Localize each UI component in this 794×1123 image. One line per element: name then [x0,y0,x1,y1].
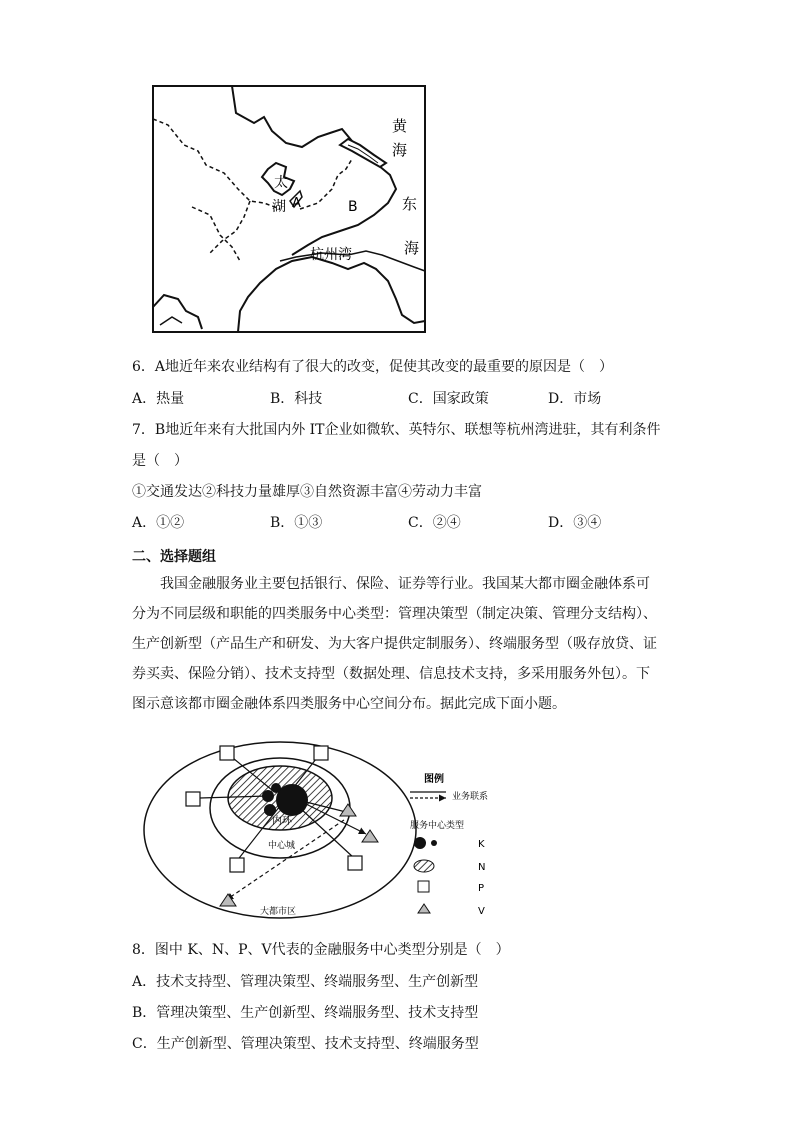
map-label-hai1: 海 [392,141,408,159]
yangtze-delta-map [152,85,426,333]
q7-option-d[interactable]: D．③④ [548,515,602,531]
legend-v: V [478,906,485,917]
legend-n: N [478,862,486,873]
passage [132,569,662,719]
legend-p-icon [418,881,429,892]
p-node [348,856,362,870]
p-node [220,746,234,760]
map-label-dong: 东 [402,195,418,213]
legend-k-small-icon [431,840,437,846]
p-node [186,792,200,806]
financial-center-diagram [140,738,520,922]
q7-option-c[interactable]: C．②④ [408,515,461,531]
section-heading: 二、选择题组 [132,549,216,565]
q6-option-a[interactable]: A．热量 [132,391,185,407]
legend-business-link: 业务联系 [452,792,489,802]
q6-option-d[interactable]: D．市场 [548,391,602,407]
q7-stem-line2: 是（ ） [132,453,188,469]
q7-option-b[interactable]: B．①③ [270,515,323,531]
q7-option-a[interactable]: A．①② [132,515,185,531]
map-label-huang: 黄 [392,117,408,135]
legend-title: 图例 [424,774,444,785]
q8-option-b[interactable]: B．管理决策型、生产创新型、终端服务型、技术支持型 [132,1005,479,1021]
q6-option-c[interactable]: C．国家政策 [408,391,489,407]
q6-option-b[interactable]: B．科技 [270,391,323,407]
legend-center-types: 服务中心类型 [410,821,465,831]
map-label-hangzhouwan: 杭州湾 [310,247,352,263]
k-node-small [271,783,281,793]
legend [410,772,488,917]
passage-text: 我国金融服务业主要包括银行、保险、证券等行业。我国某大都市圈金融体系可分为不同层级和职能的四类服务中心类型：管理决策型（制定决策、管理分支结构）、生产创新型（产品生产和研发、为大客户提供定制服务）、终端服务型（吸存放贷、证券买卖、保险分销）、技术支持型（数据处理、信息技术支持，多采用服务外包）。下图示意该都市圈金融体系四类服务中心空间分布。据此完成下面小题。 [132,576,657,712]
q7-stem-line1: 7．B地近年来有大批国内外 IT企业如微软、英特尔、联想等杭州湾进驻，其有利条件 [132,422,661,438]
legend-v-icon [418,904,430,913]
q6-stem: 6．A地近年来农业结构有了很大的改变，促使其改变的最重要的原因是（ ） [132,359,614,375]
inner-ring-label: 内环 [272,816,292,827]
metro-area-label: 大都市区 [260,907,297,917]
legend-p: P [478,883,485,894]
center-city-label: 中心城 [268,841,296,851]
map-label-tai: 太 [274,175,288,191]
legend-k: K [478,839,485,850]
p-node [230,858,244,872]
legend-k-large-icon [414,837,426,849]
k-node-small [262,790,274,802]
q8-option-c[interactable]: C．生产创新型、管理决策型、技术支持型、终端服务型 [132,1036,479,1052]
map-label-hai2: 海 [404,239,420,257]
q8-stem: 8．图中 K、N、P、V代表的金融服务中心类型分别是（ ） [132,942,510,958]
q7-conditions: ①交通发达②科技力量雄厚③自然资源丰富④劳动力丰富 [132,484,482,500]
k-node-small [264,804,276,816]
map-label-b: B [348,199,358,215]
legend-n-icon [414,860,434,872]
map-label-hu: 湖 [272,199,286,215]
q8-option-a[interactable]: A．技术支持型、管理决策型、终端服务型、生产创新型 [132,974,479,990]
map-label-a: A [292,196,301,211]
p-node [314,746,328,760]
